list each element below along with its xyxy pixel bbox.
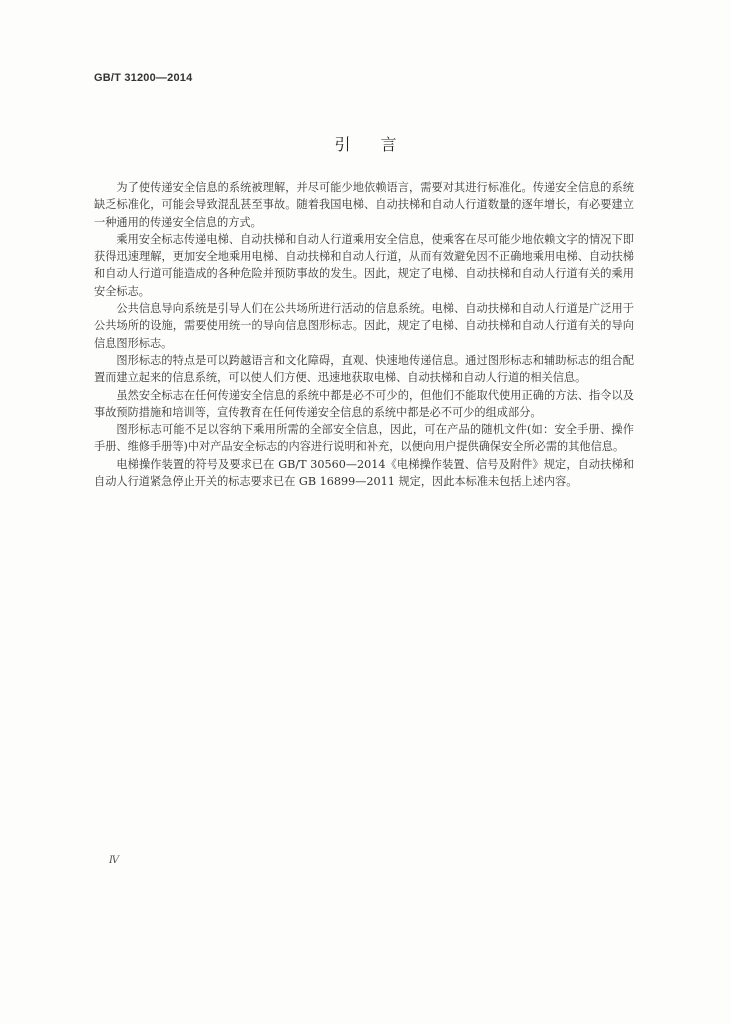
- paragraph-7: 电梯操作装置的符号及要求已在 GB/T 30560—2014《电梯操作装置、信号及附件》规定，自动扶梯和自动人行道紧急停止开关的标志要求已在 GB 16899—2011 规定，因此本标准未包括上述内容。: [94, 457, 634, 489]
- page-number: Ⅳ: [109, 855, 119, 866]
- paragraph-3: 公共信息导向系统是引导人们在公共场所进行活动的信息系统。电梯、自动扶梯和自动人行道是广泛用于公共场所的设施，需要使用统一的导向信息图形标志。因此，规定了电梯、自动扶梯和自动人行道有关的导向信息图形标志。: [94, 302, 634, 350]
- paragraph-4: 图形标志的特点是可以跨越语言和文化障碍，直观、快速地传递信息。通过图形标志和辅助标志的组合配置而建立起来的信息系统，可以使人们方便、迅速地获取电梯、自动扶梯和自动人行道的相关信息。: [94, 353, 634, 385]
- body-content: [94, 179, 634, 490]
- paragraph-5: 虽然安全标志在任何传递安全信息的系统中都是必不可少的，但他们不能取代使用正确的方法、指令以及事故预防措施和培训等，宣传教育在任何传递安全信息的系统中都是必不可少的组成部分。: [94, 388, 634, 419]
- section-title: 引言: [334, 135, 427, 154]
- paragraph-6: 图形标志可能不足以容纳下乘用所需的全部安全信息，因此，可在产品的随机文件(如：安全手册、操作手册、维修手册等)中对产品安全标志的内容进行说明和补充，以便向用户提供确保安全所必需的其他信息。: [94, 423, 634, 454]
- standard-code-header: GB/T 31200—2014: [94, 72, 193, 84]
- paragraph-2: 乘用安全标志传递电梯、自动扶梯和自动人行道乘用安全信息，使乘客在尽可能少地依赖文字的情况下即获得迅速理解，更加安全地乘用电梯、自动扶梯和自动人行道，从而有效避免因不正确地乘用电梯、自动扶梯和自动人行道可能造成的各种危险并预防事故的发生。因此，规定了电梯、自动扶梯和自动人行道有关的乘用安全标志。: [94, 232, 634, 298]
- paragraph-1: 为了使传递安全信息的系统被理解，并尽可能少地依赖语言，需要对其进行标准化。传递安全信息的系统缺乏标准化，可能会导致混乱甚至事故。随着我国电梯、自动扶梯和自动人行道数量的逐年增长，有必要建立一种通用的传递安全信息的方式。: [94, 181, 634, 229]
